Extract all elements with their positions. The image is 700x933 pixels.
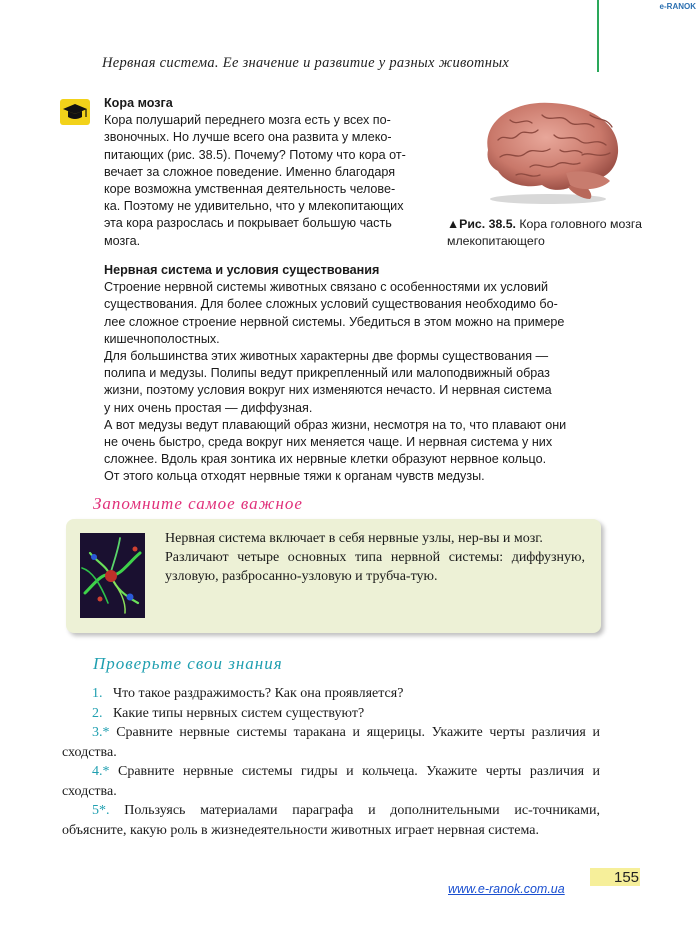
section-cortex-line: звоночных. Но лучше всего она развита у млеко- [104, 130, 392, 145]
figure-text: Кора головного мозга [519, 217, 642, 231]
question-text: Сравните нервные системы таракана и ящерицы. Укажите черты различия и сходства. [62, 725, 601, 760]
section-conditions-line: Для большинства этих животных характерны две формы существования — [104, 349, 549, 364]
section-cortex-line: Кора полушарий переднего мозга есть у всех по- [104, 113, 391, 128]
question-text: Что такое раздражимость? Как она проявляется? [113, 686, 404, 701]
figure-label: Рис. 38.5. [459, 217, 516, 231]
page-header: Нервная система. Ее значение и развитие у разных животных [102, 55, 510, 71]
page-number: 155 [614, 869, 640, 886]
section-conditions-line: полипа и медузы. Полипы ведут прикрепленный или малоподвижный образ [104, 366, 550, 381]
question-number: 1. [92, 686, 103, 701]
section-cortex-line: вечает за сложное поведение. Именно благодаря [104, 164, 396, 179]
publisher-link[interactable]: www.e-ranok.com.ua [448, 882, 565, 896]
section-nervous-conditions [104, 262, 609, 486]
section-conditions-line: лее сложное строение нервной системы. Убедиться в этом можно на примере [104, 314, 565, 329]
graduation-cap-icon [60, 99, 90, 125]
question-item [62, 762, 600, 801]
section-conditions-title: Нервная система и условия существования [104, 263, 380, 277]
question-text: Какие типы нервных систем существуют? [113, 705, 365, 721]
question-text: Сравните нервные системы гидры и кольчеца. Укажите черты различия и сходства. [62, 764, 601, 799]
section-cortex [104, 95, 424, 250]
question-item [62, 723, 600, 762]
question-number: 3.* [92, 725, 110, 740]
section-conditions-line: сложнее. Вдоль края зонтика их нервные клетки образуют нервное кольцо. [104, 452, 547, 467]
remember-point-1: Нервная система включает в себя нервные узлы, нер-вы и мозг. [165, 531, 543, 546]
figure-caption [447, 216, 677, 250]
check-heading: Проверьте свои знания [93, 654, 283, 673]
remember-point-2: Различают четыре основных типа нервной системы: диффузную, узловую, разбросанно-узловую и трубча-тую. [165, 550, 585, 584]
figure-text-2: млекопитающего [447, 234, 545, 248]
brand-logo: e-RANOK [659, 2, 696, 11]
question-item [62, 684, 600, 704]
question-number: 4.* [92, 764, 110, 779]
question-item [62, 801, 600, 840]
section-conditions-line: не очень быстро, среда вокруг них меняется чаще. И нервная система у них [104, 435, 553, 450]
header-accent-line [597, 0, 599, 72]
section-conditions-line: Строение нервной системы животных связано с особенностями их условий [104, 280, 549, 295]
section-conditions-line: существования. Для более сложных условий существования необходимо бо- [104, 297, 558, 312]
section-cortex-line: ка. Поэтому не удивительно, что у млекопитающих [104, 199, 404, 214]
section-cortex-line: эта кора разрослась и покрывает большую часть [104, 216, 392, 231]
question-item [62, 704, 600, 724]
question-text: Пользуясь материалами параграфа и дополнительными ис-точниками, объясните, какую роль в жизнедеятельности животных играет нервная система. [62, 803, 600, 838]
section-cortex-title: Кора мозга [104, 96, 173, 110]
neuron-micrograph-image [80, 533, 145, 618]
section-cortex-line: питающих (рис. 38.5). Почему? Потому что кора от- [104, 147, 406, 162]
remember-text [165, 529, 585, 586]
brain-illustration [470, 95, 630, 205]
section-conditions-line: А вот медузы ведут плавающий образ жизни, несмотря на то, что плавают они [104, 417, 567, 432]
section-cortex-line: мозга. [104, 233, 141, 248]
question-number: 2. [92, 705, 103, 721]
remember-heading: Запомните самое важное [93, 494, 303, 513]
section-cortex-line: коре возможна умственная деятельность челове- [104, 182, 396, 197]
section-conditions-line: кишечнополостных. [104, 331, 220, 346]
question-number: 5*. [92, 803, 110, 818]
section-conditions-line: жизни, поэтому условия вокруг них изменяются нечасто. И нервная система [104, 383, 552, 398]
question-list [62, 684, 600, 840]
section-conditions-line: у них очень простая — диффузная. [104, 400, 313, 415]
section-conditions-line: От этого кольца отходят нервные тяжи к органам чувств медузы. [104, 469, 485, 484]
caption-marker: ▲ [447, 217, 460, 231]
